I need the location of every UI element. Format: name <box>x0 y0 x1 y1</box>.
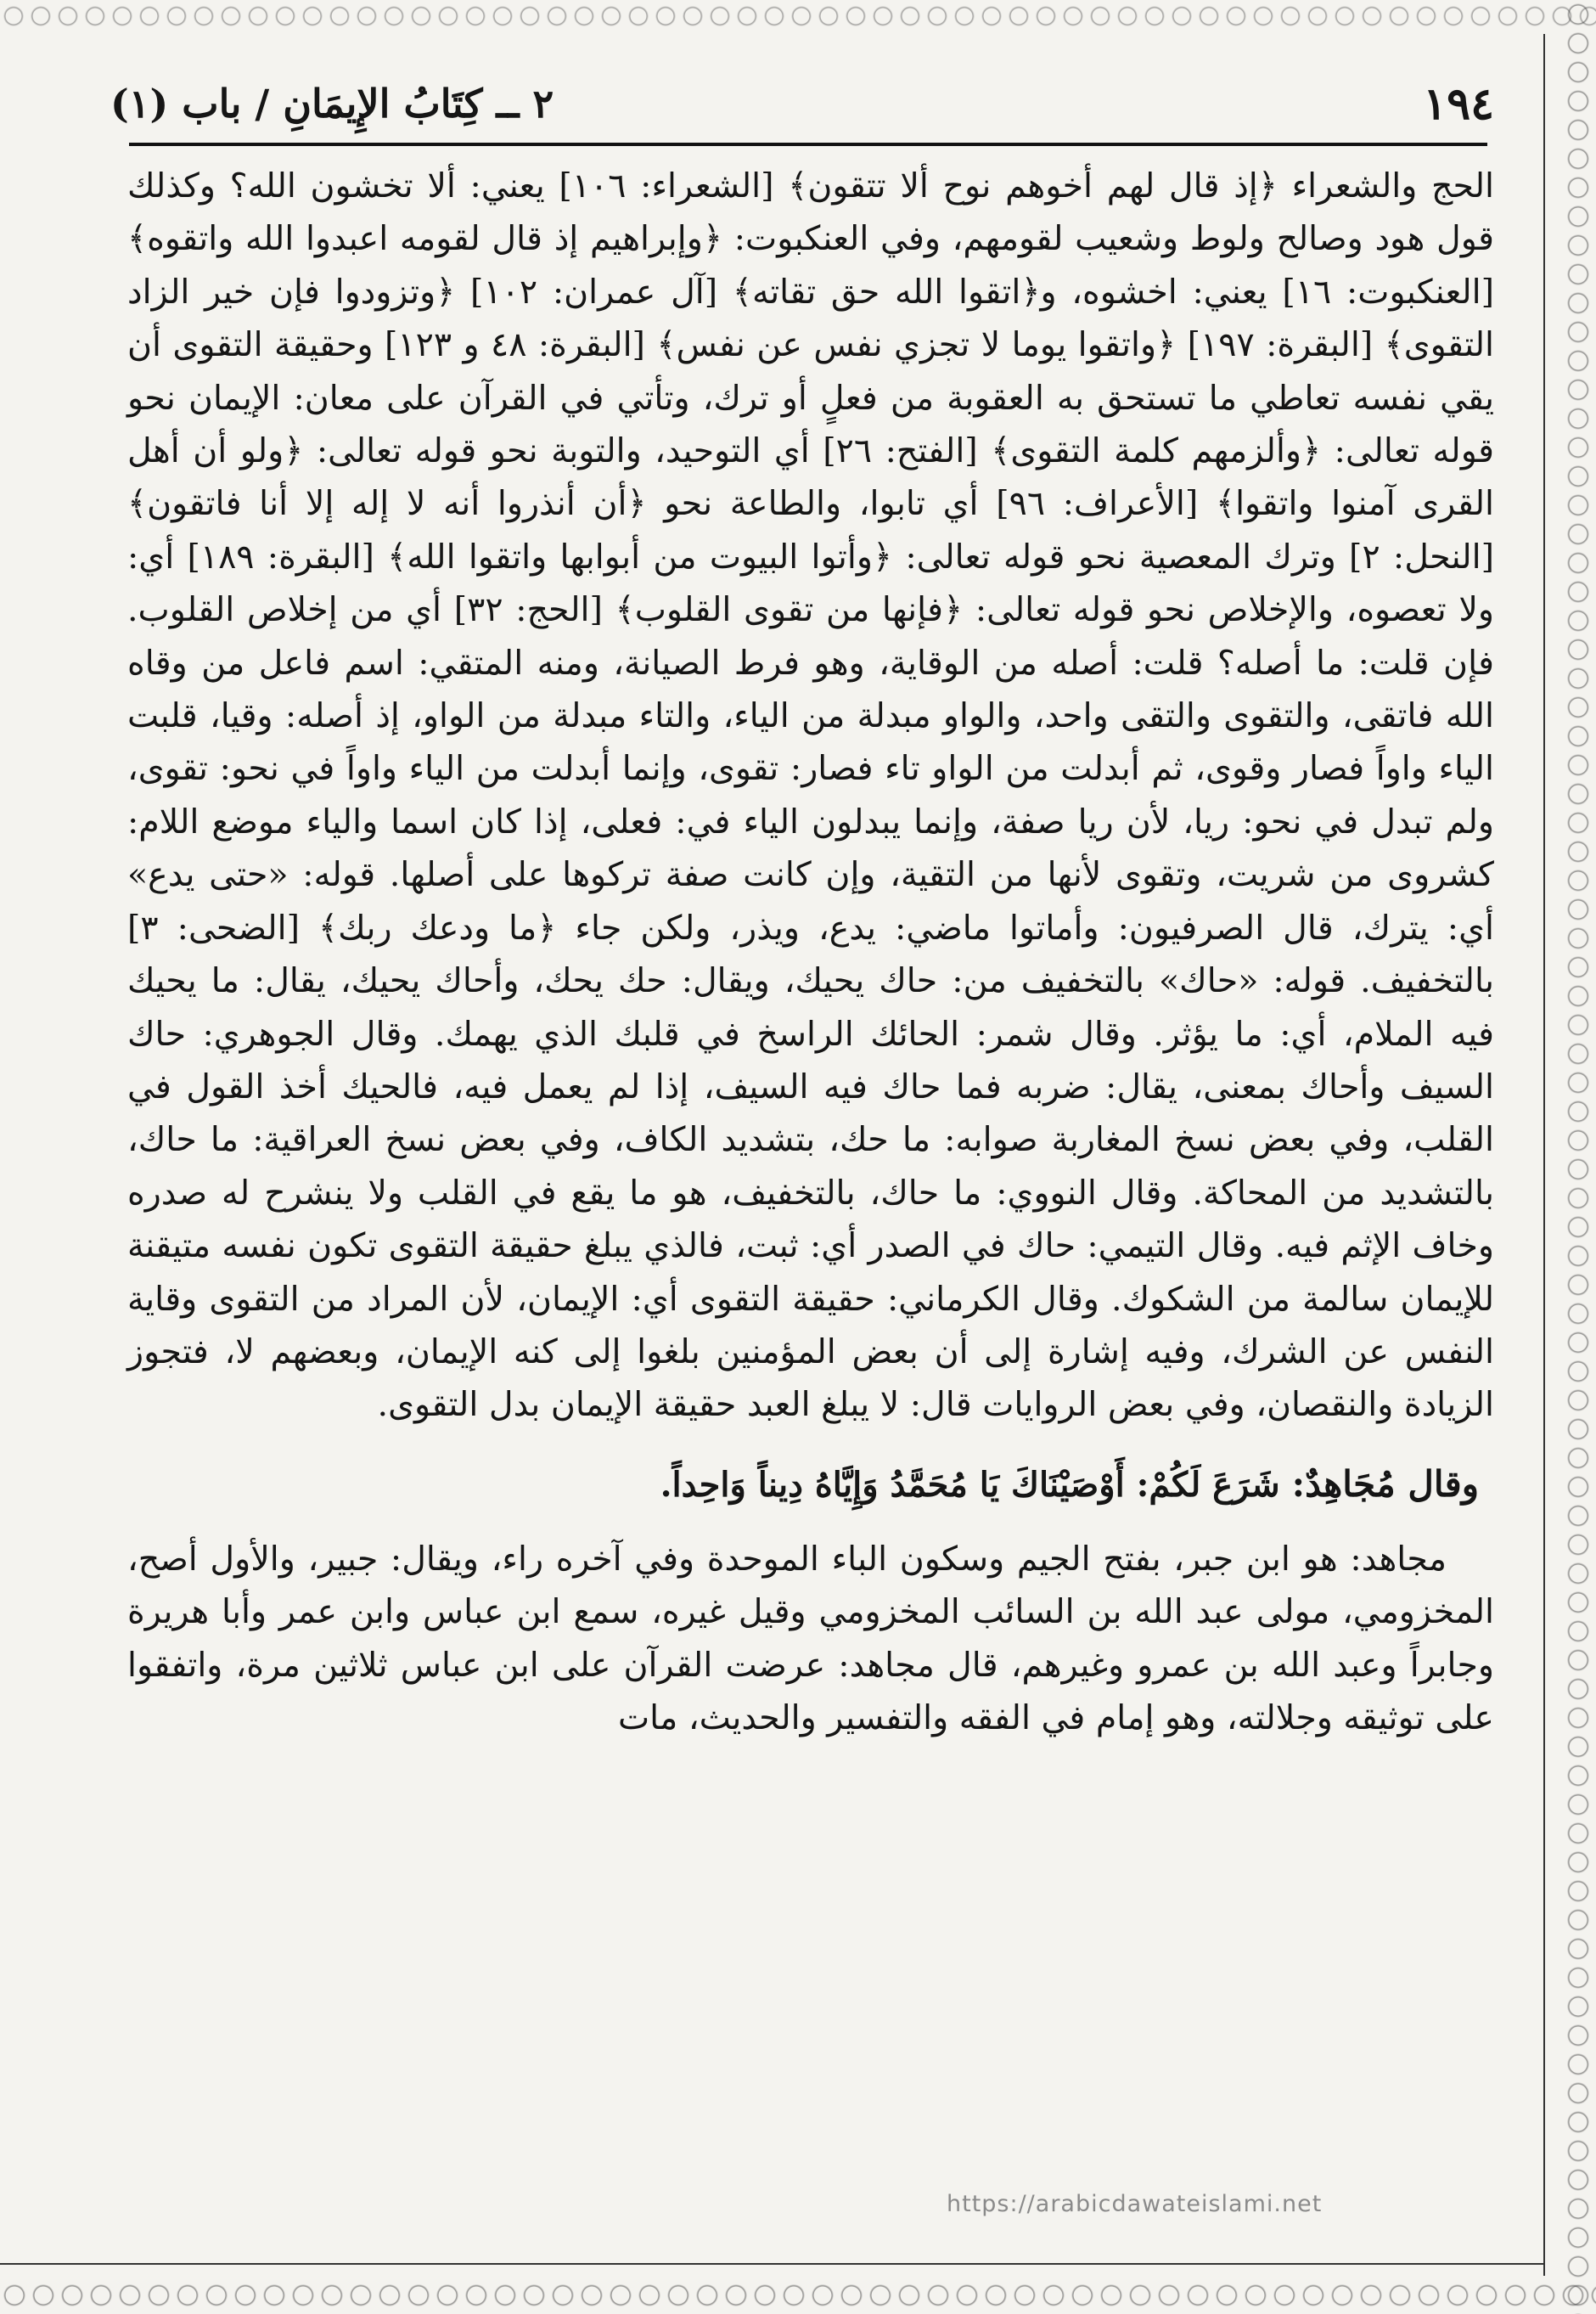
quote-text: شَرَعَ لَكُمْ: أَوْصَيْنَاكَ يَا مُحَمَّدُ وَإِيَّاهُ دِيناً وَاحِداً. <box>660 1464 1280 1505</box>
commentary-paragraph: الحج والشعراء ﴿إذ قال لهم أخوهم نوح ألا تتقون﴾ [الشعراء: ١٠٦] يعني: ألا تخشون الله؟ وكذلك قول هود وصالح ولوط وشعيب لقومهم، وفي العنكبوت: ﴿وإبراهيم إذ قال لقومه اعبدوا الله واتقوه﴾ [العنكبوت: ١٦] يعني: اخشوه، و﴿اتقوا الله حق تقاته﴾ [آل عمران: ١٠٢] ﴿وتزودوا فإن خير الزاد التقوى﴾ [البقرة: ١٩٧] ﴿واتقوا يوما لا تجزي نفس عن نفس﴾ [البقرة: ٤٨ و ١٢٣] وحقيقة التقوى أن يقي نفسه تعاطي ما تستحق به العقوبة من فعلٍ أو ترك، وتأتي في القرآن على معان: الإيمان نحو قوله تعالى: ﴿وألزمهم كلمة التقوى﴾ [الفتح: ٢٦] أي التوحيد، والتوبة نحو قوله تعالى: ﴿ولو أن أهل القرى آمنوا واتقوا﴾ [الأعراف: ٩٦] أي تابوا، والطاعة نحو ﴿أن أنذروا أنه لا إله إلا أنا فاتقون﴾ [النحل: ٢] وترك المعصية نحو قوله تعالى: ﴿وأتوا البيوت من أبوابها واتقوا الله﴾ [البقرة: ١٨٩] أي: ولا تعصوه، والإخلاص نحو قوله تعالى: ﴿فإنها من تقوى القلوب﴾ [الحج: ٣٢] أي من إخلاص القلوب. فإن قلت: ما أصله؟ قلت: أصله من الوقاية، وهو فرط الصيانة، ومنه المتقي: اسم فاعل من وقاه الله فاتقى، والتقوى والتقى واحد، والواو مبدلة من الياء، والتاء مبدلة من الواو، إذ أصله: وقيا، قلبت الياء واواً فصار وقوى، ثم أبدلت من الواو تاء فصار: تقوى، وإنما أبدلت من الياء واواً في نحو: تقوى، ولم تبدل في نحو: ريا، لأن ريا صفة، وإنما يبدلون الياء في: فعلى، إذا كان اسما والياء موضع اللام: كشروى من شريت، وتقوى لأنها من التقية، وإن كانت صفة تركوها على أصلها. قوله: «حتى يدع» أي: يترك، قال الصرفيون: وأماتوا ماضي: يدع، ويذر، ولكن جاء ﴿ما ودعك ربك﴾ [الضحى: ٣] بالتخفيف. قوله: «حاك» بالتخفيف من: حاك يحيك، ويقال: حك يحك، وأحاك يحيك، يقال: ما يحيك فيه الملام، أي: ما يؤثر. وقال شمر: الحائك الراسخ في قلبك الذي يهمك. وقال الجوهري: حاك السيف وأحاك بمعنى، يقال: ضربه فما حاك فيه السيف، إذا لم يعمل فيه، فالحيك أخذ القول في القلب، وفي بعض نسخ المغاربة صوابه: ما حك، بتشديد الكاف، وفي بعض نسخ العراقية: ما حاك، بالتشديد من المحاكة. وقال النووي: ما حاك، بالتخفيف، هو ما يقع في القلب ولا ينشرح له صدره وخاف الإثم فيه. وقال التيمي: حاك في الصدر أي: ثبت، فالذي يبلغ حقيقة التقوى تكون نفسه متيقنة للإيمان سالمة من الشكوك. وقال الكرماني: حقيقة التقوى أي: الإيمان، لأن المراد من التقوى وقاية النفس عن الشرك، وفيه إشارة إلى أن بعض المؤمنين بلغوا إلى كنه الإيمان، وبعضهم لا، فتجوز الزيادة والنقصان، وفي بعض الروايات قال: لا يبلغ العبد حقيقة الإيمان بدل التقوى. <box>127 166 1495 1425</box>
running-header <box>110 70 1494 138</box>
page-body <box>127 160 1494 1744</box>
quote-lead: وقال مُجَاهِدٌ: <box>1291 1462 1479 1505</box>
hadith-quote <box>127 1455 1494 1514</box>
decorative-border-right <box>1560 0 1596 2314</box>
border-line-right <box>1543 34 1545 2276</box>
border-line-bottom <box>0 2263 1545 2265</box>
running-title: ٢ ــ كِتَابُ الإِيمَانِ / باب (١) <box>110 81 554 127</box>
watermark-url: https://arabicdawateislami.net <box>947 2191 1323 2217</box>
decorative-border-bottom <box>0 2277 1596 2314</box>
decorative-border-top <box>0 0 1596 32</box>
commentary-paragraph-2: مجاهد: هو ابن جبر، بفتح الجيم وسكون الباء الموحدة وفي آخره راء، ويقال: جبير، والأول أصح، المخزومي، مولى عبد الله بن السائب المخزومي وقيل غيره، سمع ابن عباس وابن عمر وأبا هريرة وجابراً وعبد الله بن عمرو وغيرهم، قال مجاهد: عرضت القرآن على ابن عباس ثلاثين مرة، واتفقوا على توثيقه وجلالته، وهو إمام في الفقه والتفسير والحديث، مات <box>127 1539 1494 1737</box>
page-number: ١٩٤ <box>1423 77 1494 130</box>
header-divider <box>129 143 1487 146</box>
